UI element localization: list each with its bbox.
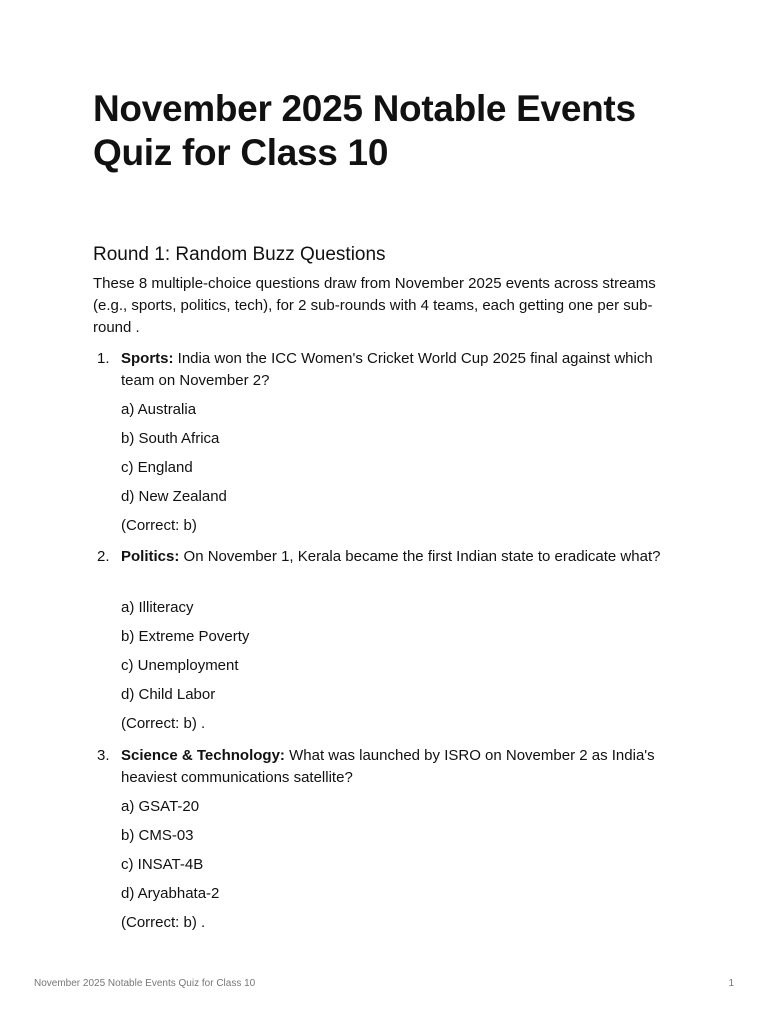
question-text (121, 546, 673, 568)
round-heading: Round 1: Random Buzz Questions (93, 244, 386, 265)
option-d: d) Child Labor (121, 686, 216, 703)
question-category: Sports: (121, 350, 174, 367)
question-text (121, 348, 673, 392)
option-d: d) New Zealand (121, 488, 227, 505)
question-body: What was launched by ISRO on November 2 as India's heaviest communications satellite? (121, 747, 655, 786)
option-d: d) Aryabhata-2 (121, 885, 220, 902)
option-b: b) CMS-03 (121, 827, 194, 844)
correct-answer: (Correct: b) . (121, 914, 206, 931)
page-number: 1 (728, 978, 734, 989)
document-title: November 2025 Notable Events Quiz for Class 10 (93, 88, 636, 173)
question-number: 3. (97, 747, 110, 764)
question-number: 1. (97, 350, 110, 367)
question-number: 2. (97, 548, 110, 565)
option-a: a) Australia (121, 401, 197, 418)
correct-answer: (Correct: b) . (121, 715, 206, 732)
option-c: c) Unemployment (121, 657, 239, 674)
option-c: c) England (121, 459, 193, 476)
correct-answer: (Correct: b) (121, 517, 197, 534)
question-category: Politics: (121, 548, 180, 565)
option-c: c) INSAT-4B (121, 856, 204, 873)
question-body: On November 1, Kerala became the first Indian state to eradicate what? (179, 548, 661, 565)
option-a: a) Illiteracy (121, 599, 194, 616)
question-category: Science & Technology: (121, 747, 285, 764)
question-text (121, 745, 673, 789)
option-b: b) South Africa (121, 430, 220, 447)
intro-paragraph: These 8 multiple-choice questions draw from November 2025 events across streams (e.g., sports, politics, tech), for 2 sub-rounds with 4 teams, each getting one per sub-round . (93, 275, 656, 336)
footer-title: November 2025 Notable Events Quiz for Class 10 (34, 978, 256, 989)
option-a: a) GSAT-20 (121, 798, 200, 815)
question-body: India won the ICC Women's Cricket World Cup 2025 final against which team on November 2? (121, 350, 653, 389)
option-b: b) Extreme Poverty (121, 628, 250, 645)
